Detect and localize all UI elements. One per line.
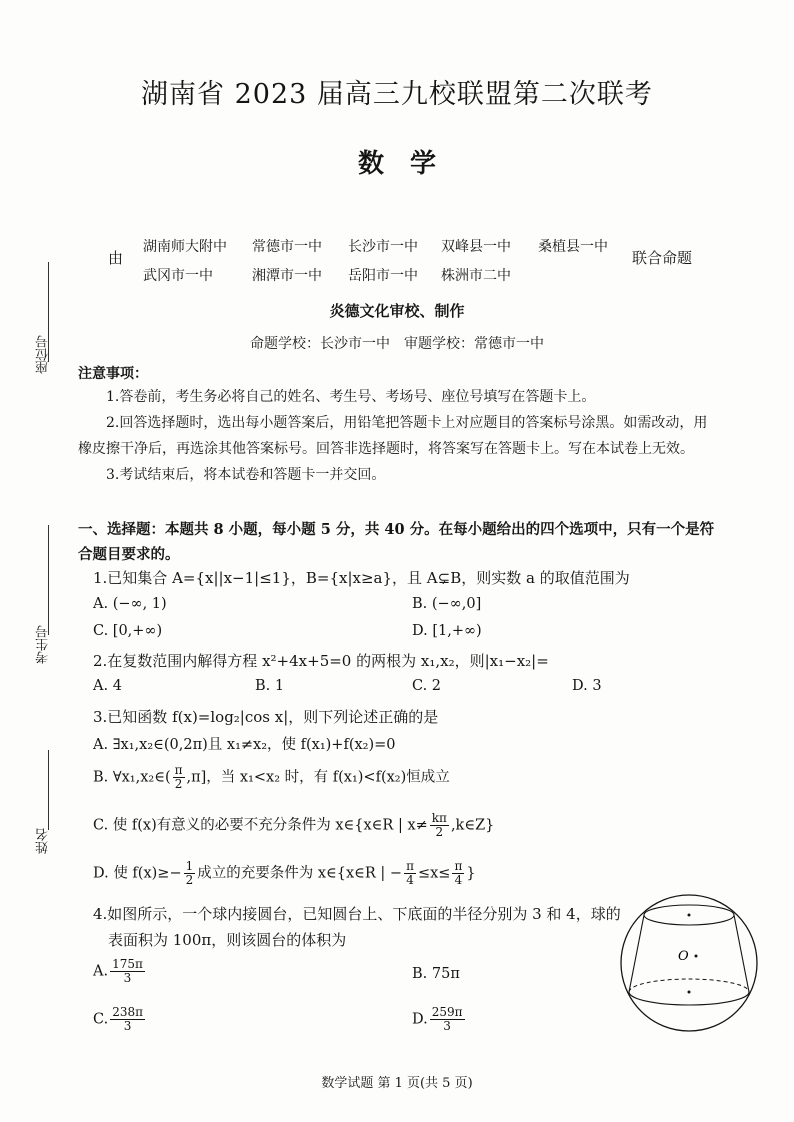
center-label: O [678,949,689,964]
fraction-1-over-2 [184,860,196,887]
top-center-dot [688,914,691,917]
frac-num: 1 [185,859,194,873]
fraction-kpi-over-2 [430,812,449,839]
q4-stem-line1: 4.如图所示，一个球内接圆台，已知圆台上、下底面的半径分别为 3 和 4，球的 [93,905,621,923]
review-line: 炎德文化审校、制作 [329,302,465,320]
notice-item-3: 3.考试结束后，将本试卷和答题卡一并交回。 [106,467,386,483]
q3-option-a: A. ∃x₁,x₂∈(0,2π)且 x₁≠x₂，使 f(x₁)+f(x₂)=0 [93,737,396,753]
q3-d-mid: 成立的充要条件为 x∈{x∈R | − [197,865,403,882]
setters-line: 命题学校：长沙市一中 审题学校：常德市一中 [250,336,544,352]
exam-no-line [48,525,49,635]
name-line [48,750,49,830]
q3-d-mid2: ≤x≤ [417,865,451,882]
school-8: 岳阳市一中 [348,268,418,284]
frac-den: 2 [174,777,183,791]
frac-num: 238π [112,1005,143,1019]
sphere-center-dot [695,955,698,958]
q2-option-d: D. 3 [572,678,602,694]
exam-title: 湖南省 2023 届高三九校联盟第二次联考 [141,79,653,110]
q4-c-label: C. [93,1011,109,1028]
q4-stem-line2: 表面积为 100π，则该圆台的体积为 [108,931,347,949]
q3-b-post: ,π]，当 x₁<x₂ 时，有 f(x₁)<f(x₂)恒成立 [186,769,450,786]
q4-a-label: A. [93,963,109,980]
q3-c-post: ,k∈Z} [450,817,495,834]
seat-label: 座位号 [36,335,51,374]
q3-d-post: } [466,865,476,882]
school-7: 湘潭市一中 [252,268,322,284]
notice-item-1: 1.答卷前，考生务必将自己的姓名、考生号、考场号、座位号填写在答题卡上。 [106,389,596,405]
q1-option-d: D. [1,+∞) [412,623,482,639]
q3-option-c [93,812,494,839]
page-footer: 数学试题 第 1 页(共 5 页) [321,1076,473,1091]
q1-stem: 1.已知集合 A={x||x−1|≤1}，B={x|x≥a}，且 A⊊B，则实数 a 的取值范围为 [93,569,630,587]
q3-d-pre: D. 使 f(x)≥− [93,865,182,882]
school-9: 株洲市二中 [441,268,511,284]
q1-option-c: C. [0,+∞) [93,623,163,639]
q1-option-b: B. (−∞,0] [412,596,482,612]
notice-item-2: 2.回答选择题时，选出每小题答案后，用铅笔把答题卡上对应题目的答案标号涂黑。如需改动，用橡皮擦干净后，再选涂其他答案标号。回答非选择题时，将答案写在答题卡上。写在本试卷上无效。 [78,415,708,457]
school-3: 长沙市一中 [348,239,418,255]
frac-den: 4 [454,873,463,887]
frac-num: 259π [431,1005,463,1019]
subject-title: 数学 [357,149,462,179]
frac-num: π [454,859,463,873]
frac-den: 3 [123,1019,132,1033]
exam-no-label: 考生号 [36,625,51,664]
frustum-bottom-front [629,992,749,1005]
q4-d-label: D. [412,1011,428,1028]
notice-title: 注意事项： [78,366,148,382]
q3-b-pre: B. ∀x₁,x₂∈( [93,769,171,786]
joint-label: 联合命题 [632,249,693,267]
school-1: 湖南师大附中 [143,239,227,255]
school-2: 常德市一中 [252,239,322,255]
name-label: 姓名 [36,828,51,854]
fraction-pi-over-2 [173,764,185,791]
q4-option-a [93,958,147,985]
q4-option-c [93,1006,147,1033]
q4-option-b: B. 75π [412,966,460,982]
frac-num: 175π [112,957,143,971]
q4-a-fraction [110,958,145,985]
q2-option-c: C. 2 [412,678,442,694]
bottom-center-dot [688,991,691,994]
q3-stem: 3.已知函数 f(x)=log₂|cos x|，则下列论述正确的是 [93,708,439,726]
frac-den: 2 [185,873,194,887]
q4-option-d [412,1006,467,1033]
frac-num: kπ [431,811,447,825]
by-char: 由 [108,249,124,267]
school-5: 桑植县一中 [538,239,608,255]
q4-c-fraction [110,1006,145,1033]
frac-num: π [174,763,183,777]
q2-option-b: B. 1 [255,678,285,694]
q2-option-a: A. 4 [93,678,122,694]
frac-den: 3 [123,971,132,985]
school-4: 双峰县一中 [441,239,511,255]
frac-den: 2 [435,825,444,839]
frac-den: 4 [406,873,414,887]
q3-option-b [93,764,450,791]
frac-num: π [406,859,414,873]
frustum-bottom-back [629,979,749,992]
sphere-frustum-figure [614,888,764,1038]
school-6: 武冈市一中 [143,268,213,284]
q2-stem: 2.在复数范围内解得方程 x²+4x+5=0 的两根为 x₁,x₂，则|x₁−x₂|= [93,652,549,670]
q3-option-d [93,860,476,887]
frac-den: 3 [443,1019,451,1033]
fraction-pi-over-4 [404,860,416,887]
q3-c-pre: C. 使 f(x)有意义的必要不充分条件为 x∈{x∈R | x≠ [93,817,428,834]
fraction-pi-over-4 [452,860,464,887]
q1-option-a: A. (−∞, 1) [93,596,167,612]
q4-d-fraction [430,1006,465,1033]
section-heading: 一、选择题：本题共 8 小题，每小题 5 分，共 40 分。在每小题给出的四个选项中，只有一个是符合题目要求的。 [78,521,715,563]
